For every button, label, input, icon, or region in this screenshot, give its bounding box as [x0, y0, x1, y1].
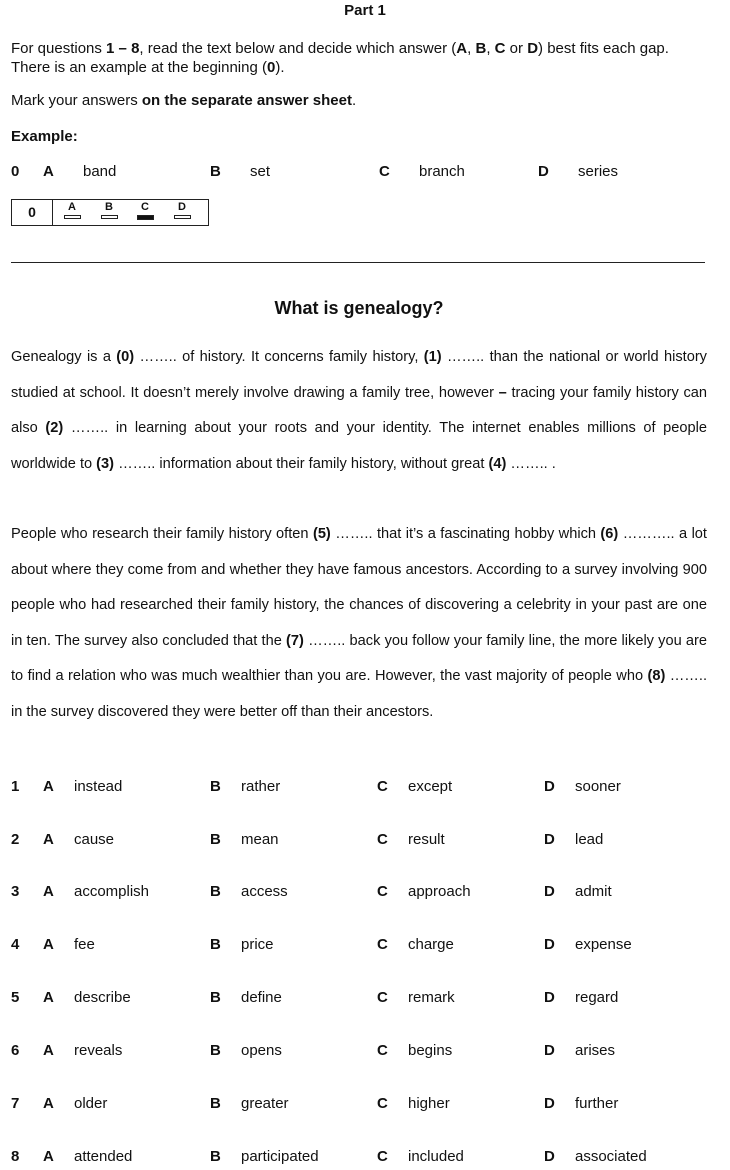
question-number: 3	[11, 883, 20, 900]
option-letter: B	[210, 1148, 221, 1165]
question-number: 7	[11, 1095, 20, 1112]
bubble-letter: C	[141, 201, 149, 213]
gap-marker: (0)	[116, 349, 135, 365]
paragraph-text: People who research their family history often	[11, 526, 313, 542]
option-text: lead	[575, 831, 604, 848]
gap-marker: (4)	[488, 455, 507, 472]
question-row	[0, 1042, 730, 1062]
instr-text: For questions	[11, 40, 107, 57]
option-letter: A	[43, 989, 54, 1006]
instr-text: ,	[486, 40, 495, 57]
option-letter: C	[377, 831, 388, 848]
option-letter: C	[377, 1095, 388, 1112]
option-letter: D	[544, 831, 555, 848]
option-letter: B	[210, 989, 221, 1006]
option-text: opens	[241, 1042, 282, 1059]
instr-text: , read the text below and decide which answer (	[139, 40, 457, 57]
option-text: reveals	[74, 1042, 123, 1059]
instr-letter: A	[456, 40, 468, 57]
answer-bubble-d	[172, 201, 192, 219]
option-text: describe	[74, 989, 131, 1006]
option-text: mean	[241, 831, 279, 848]
option-text: further	[575, 1095, 619, 1112]
question-row	[0, 1148, 730, 1168]
gap-marker: (6)	[600, 526, 619, 542]
mark-text: Mark your answers	[11, 92, 142, 109]
option-letter: B	[210, 1095, 221, 1112]
instructions-line-1	[11, 39, 711, 58]
example-number: 0	[11, 163, 20, 180]
question-row	[0, 936, 730, 956]
option-letter: A	[43, 1042, 54, 1059]
gap-marker: (7)	[286, 632, 304, 649]
instr-letter: D	[527, 40, 539, 57]
instructions	[11, 39, 711, 77]
option-letter: B	[210, 936, 221, 953]
instr-number: 0	[267, 59, 276, 76]
option-letter: B	[210, 778, 221, 795]
paragraph-1	[11, 340, 707, 482]
gap-marker: (2)	[45, 420, 64, 436]
option-text: rather	[241, 778, 281, 795]
option-text: participated	[241, 1148, 319, 1165]
bubble-box	[101, 215, 118, 219]
answer-box-number: 0	[12, 200, 53, 225]
option-text: higher	[408, 1095, 450, 1112]
mark-emphasis: on the separate answer sheet	[141, 92, 352, 109]
paragraph-2	[11, 517, 707, 730]
option-text: regard	[575, 989, 619, 1006]
question-number: 4	[11, 936, 20, 953]
option-text: expense	[575, 936, 632, 953]
question-row	[0, 1095, 730, 1115]
option-text: instead	[74, 778, 123, 795]
option-text: older	[74, 1095, 108, 1112]
option-letter: A	[43, 163, 54, 180]
option-text: associated	[575, 1148, 647, 1165]
instr-letter: B	[475, 40, 487, 57]
option-text: greater	[241, 1095, 289, 1112]
option-text: band	[83, 163, 117, 180]
option-letter: C	[377, 989, 388, 1006]
gap-marker: (3)	[96, 455, 115, 472]
gap-marker: (5)	[312, 526, 331, 542]
paragraph-text: tracing your family history can also	[11, 384, 707, 436]
option-letter: C	[377, 936, 388, 953]
question-row	[0, 778, 730, 798]
option-text: fee	[74, 936, 95, 953]
option-letter: D	[544, 883, 555, 900]
paragraph-text: …….. .	[506, 455, 556, 472]
instr-text: ,	[467, 40, 476, 57]
option-letter: C	[379, 163, 390, 180]
bubble-letter: D	[178, 201, 186, 213]
option-text: included	[408, 1148, 464, 1165]
part-title: Part 1	[344, 2, 386, 19]
option-letter: A	[43, 778, 54, 795]
bubble-box	[64, 215, 81, 219]
option-letter: A	[43, 1095, 54, 1112]
option-letter: A	[43, 1148, 54, 1165]
option-text: begins	[408, 1042, 453, 1059]
option-letter: D	[544, 936, 555, 953]
option-letter: D	[538, 163, 549, 180]
option-text: admit	[575, 883, 612, 900]
instr-text: There is an example at the beginning (	[11, 59, 267, 76]
paragraph-text: …….. information about their family history, without great	[114, 455, 489, 472]
mark-answers-note	[11, 92, 356, 109]
instr-letter: C	[494, 40, 506, 57]
bubble-box	[174, 215, 191, 219]
option-letter: B	[210, 163, 221, 180]
question-number: 8	[11, 1148, 20, 1165]
instr-text: ).	[275, 59, 285, 76]
mark-text: .	[351, 92, 357, 109]
option-text: attended	[74, 1148, 133, 1165]
option-letter: B	[210, 883, 221, 900]
paragraph-text: Genealogy is a	[11, 349, 117, 365]
instr-text: ) best fits each gap.	[538, 40, 669, 57]
question-row	[0, 883, 730, 903]
gap-marker: –	[498, 384, 507, 401]
question-row	[0, 831, 730, 851]
option-text: access	[241, 883, 288, 900]
paragraph-text: …….. in the survey discovered they were better off than their ancestors.	[11, 668, 708, 720]
gap-marker: (8)	[647, 668, 666, 684]
option-letter: D	[544, 1148, 555, 1165]
answer-bubble-b	[99, 201, 119, 219]
option-letter: D	[544, 1042, 555, 1059]
option-text: set	[250, 163, 271, 180]
option-text: define	[241, 989, 282, 1006]
gap-marker: (1)	[423, 349, 442, 365]
option-text: charge	[408, 936, 454, 953]
question-number: 2	[11, 831, 20, 848]
example-row	[0, 163, 730, 183]
option-letter: A	[43, 936, 54, 953]
option-text: remark	[408, 989, 455, 1006]
section-divider	[11, 262, 705, 263]
example-answer-box	[11, 199, 209, 226]
option-letter: C	[377, 1042, 388, 1059]
question-number: 6	[11, 1042, 20, 1059]
question-number: 5	[11, 989, 20, 1006]
paragraph-text: …….. in learning about your roots and your identity. The internet enables millions of people worldwide to	[11, 420, 708, 472]
option-letter: C	[377, 1148, 388, 1165]
option-letter: D	[544, 778, 555, 795]
answer-bubble-c	[135, 201, 155, 220]
option-letter: A	[43, 883, 54, 900]
option-text: accomplish	[74, 883, 150, 900]
option-text: branch	[419, 163, 465, 180]
paragraph-text: …….. than the national or world history studied at school. It doesn’t merely involve drawing a family tree, however	[11, 349, 707, 401]
instr-range: 1 – 8	[106, 40, 140, 57]
question-row	[0, 989, 730, 1009]
answer-bubble-a	[62, 201, 82, 219]
option-text: price	[241, 936, 274, 953]
instructions-line-2	[11, 58, 711, 77]
option-text: result	[408, 831, 445, 848]
option-text: approach	[408, 883, 471, 900]
example-heading: Example:	[11, 128, 78, 145]
option-letter: A	[43, 831, 54, 848]
instr-text: or	[505, 40, 528, 57]
paragraph-text: …….. that it’s a fascinating hobby which	[330, 526, 601, 542]
option-letter: D	[544, 1095, 555, 1112]
paragraph-text: ……….. a lot about where they come from and whether they have famous ancestors. According to a survey involving 900 people who had researched their family history, the chances of discovering a celebrity in your past are one in ten. The survey also concluded that the	[11, 526, 707, 649]
option-letter: B	[210, 831, 221, 848]
option-text: arises	[575, 1042, 616, 1059]
paragraph-text: …….. back you follow your family line, the more likely you are to find a relation who was much wealthier than you are. However, the vast majority of people who	[11, 632, 707, 684]
bubble-letter: B	[105, 201, 113, 213]
option-letter: B	[210, 1042, 221, 1059]
option-text: series	[578, 163, 619, 180]
paragraph-text: …….. of history. It concerns family history,	[134, 349, 424, 365]
option-letter: C	[377, 778, 388, 795]
bubble-letter: A	[68, 201, 76, 213]
option-text: except	[408, 778, 453, 795]
question-number: 1	[11, 778, 20, 795]
option-text: sooner	[575, 778, 621, 795]
text-title: What is genealogy?	[274, 298, 444, 318]
bubble-box-filled	[137, 215, 154, 220]
option-letter: C	[377, 883, 388, 900]
option-letter: D	[544, 989, 555, 1006]
option-text: cause	[74, 831, 115, 848]
